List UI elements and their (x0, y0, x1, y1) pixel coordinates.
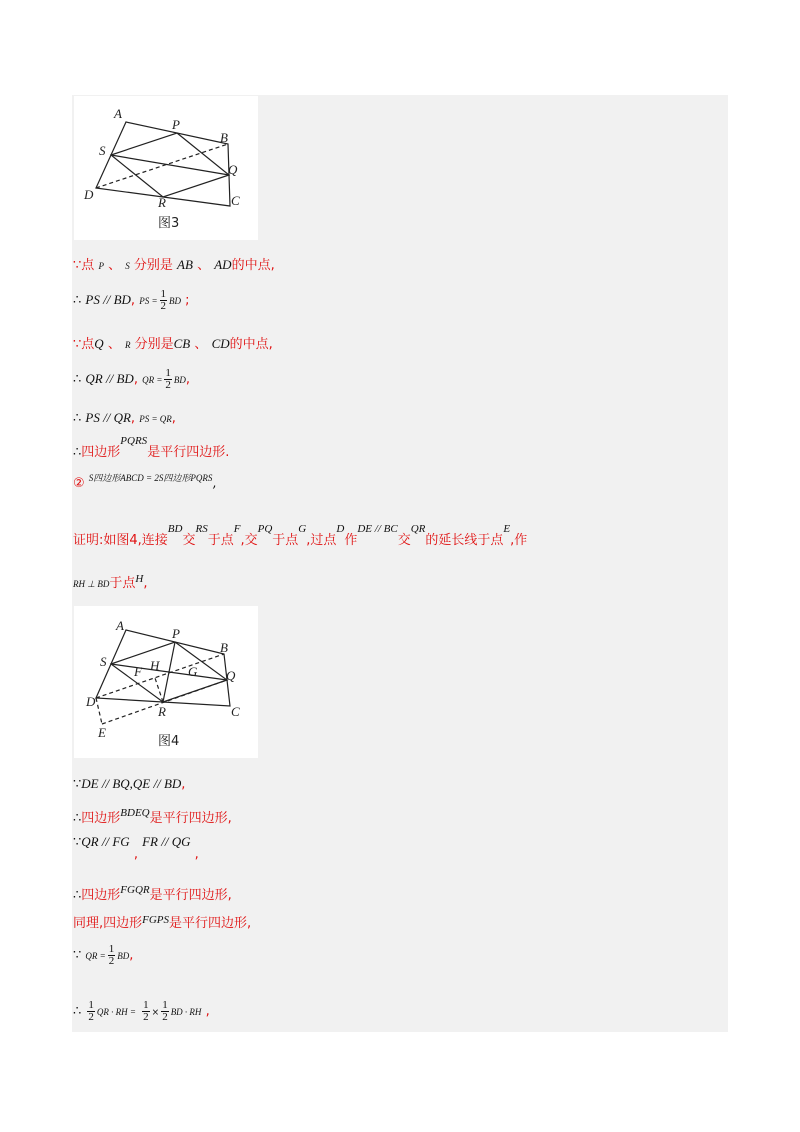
label-b: B (220, 640, 228, 655)
label-q: Q (226, 668, 236, 683)
label-q: Q (228, 162, 238, 177)
label-p: P (172, 626, 180, 641)
line-4: ∴ QR // BD, QR = $\frac{1}{2}$ BD, (73, 367, 191, 391)
label-r: R (158, 704, 166, 719)
segment-sq (111, 155, 229, 175)
diagonal-bd (96, 654, 224, 698)
figure-3-caption: 图3 (158, 216, 180, 231)
line-16: ∴ $\frac{1}{2}$ QR · RH = $\frac{1}{2}$ × $\frac{1}{2}$ BD · RH , (73, 999, 210, 1023)
line-5: ∴ PS // QR, PS = QR, (73, 410, 176, 426)
line-15: ∵ QR = $\frac{1}{2}$ BD, (73, 943, 134, 967)
figure-4-caption: 图4 (158, 734, 180, 749)
line-3: ∵点Q 、 R 分别是CB 、 CD的中点, (73, 336, 273, 352)
label-e: E (98, 725, 106, 740)
label-d: D (84, 187, 94, 202)
line-1: ∵点 P 、 S 分别是 AB 、 AD的中点, (73, 257, 275, 273)
label-a: A (116, 618, 124, 633)
figure-3-diagram (74, 96, 258, 240)
line-14: 同理,四边形$^{FGPS}$是平行四边形, (73, 914, 252, 931)
line-12: ∵QR // FG , FR // QG , (73, 834, 199, 862)
label-s: S (100, 654, 107, 669)
line-7: ② $^{S四边形ABCD = 2S四边形PQRS}$, (73, 473, 217, 491)
label-a: A (114, 106, 122, 121)
label-d: D (86, 694, 96, 709)
figure-3 (74, 96, 258, 240)
label-c: C (231, 193, 240, 208)
line-11: ∴四边形$^{BDEQ}$是平行四边形, (73, 807, 232, 826)
line-13: ∴四边形$^{FGQR}$是平行四边形, (73, 884, 232, 903)
label-f: F (134, 664, 142, 679)
figure-4 (74, 606, 258, 758)
label-p: P (172, 117, 180, 132)
label-g: G (188, 664, 198, 679)
line-10: ∵DE // BQ,QE // BD, (73, 776, 186, 792)
line-6: ∴四边形$^{PQRS}$是平行四边形. (73, 435, 230, 460)
figure-4-diagram (74, 606, 258, 758)
line-9: RH ⊥ BD于点$^H$, (73, 573, 148, 591)
line-8: 证明:如图4,连接$^{BD}$交$^{RS}$于点$^F$,交$^{PQ}$于点$^G$,过点$^D$作$^{DE // BC}$交$^{QR}$的延长线于点$^E$,作 (73, 523, 528, 548)
label-c: C (231, 704, 240, 719)
label-h: H (150, 658, 160, 673)
segment-de (96, 698, 102, 724)
label-b: B (220, 130, 228, 145)
line-2: ∴ PS // BD, PS = $\frac{1}{2}$ BD ; (73, 288, 190, 312)
label-r: R (158, 195, 166, 210)
label-s: S (99, 143, 106, 158)
